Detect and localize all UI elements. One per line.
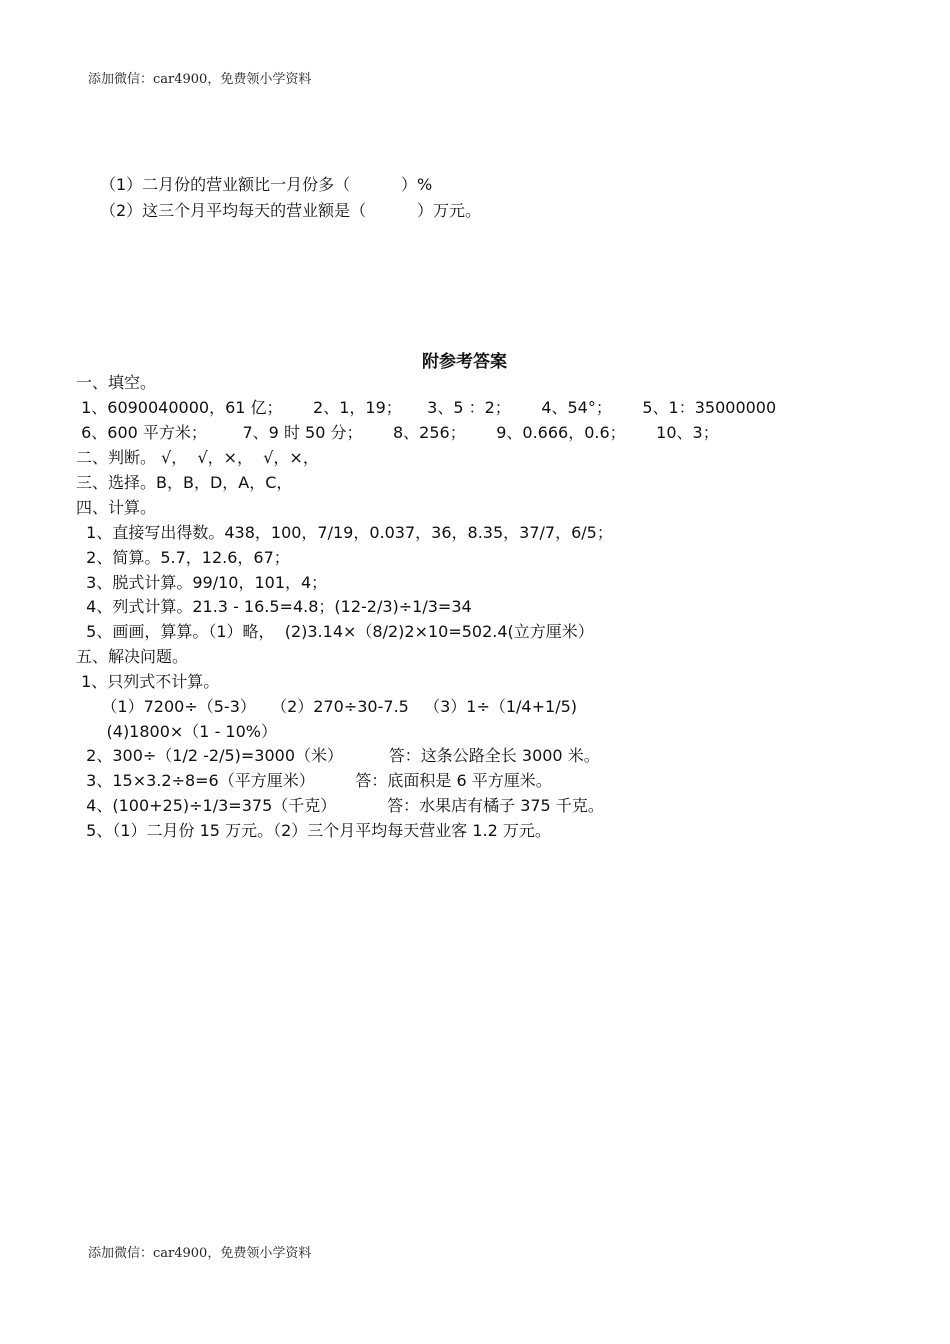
answer-line: 五、解决问题。 (76, 647, 189, 666)
answer-line: 5、画画，算算。（1）略， (2)3.14×（8/2)2×10=502.4(立方厘米） (76, 622, 594, 641)
answer-line: 三、选择。B，B，D，A，C， (76, 473, 293, 492)
answers-title: 附参考答案 (422, 352, 507, 372)
answer-line: 3、15×3.2÷8=6（平方厘米） 答：底面积是 6 平方厘米。 (76, 771, 552, 790)
answer-line: 6、600 平方米； 7、9 时 50 分； 8、256； 9、0.666，0.6； 10、3； (76, 423, 719, 442)
answer-line: 2、300÷（1/2 -2/5)=3000（米） 答：这条公路全长 3000 米。 (76, 746, 600, 765)
page-header: 添加微信：car4900，免费领小学资料 (88, 72, 312, 87)
answer-line: 1、直接写出得数。438，100，7/19，0.037，36，8.35，37/7，6/5； (76, 523, 613, 542)
answer-line: 四、计算。 (76, 498, 157, 517)
answer-line: 5、（1）二月份 15 万元。（2）三个月平均每天营业客 1.2 万元。 (76, 821, 551, 840)
answer-line: 3、脱式计算。99/10，101，4； (76, 573, 328, 592)
answer-line: 1、只列式不计算。 (76, 672, 220, 691)
answer-line: 二、判断。 √， √，×， √，×， (76, 448, 319, 467)
answer-line: 1、6090040000，61 亿； 2、1，19； 3、5 ：2； 4、54°； 5、1：35000000 (76, 398, 777, 417)
question-1: （1）二月份的营业额比一月份多（ ）% (100, 175, 433, 194)
answer-line: (4)1800×（1 - 10%） (76, 722, 277, 741)
answer-line: 4、列式计算。21.3 - 16.5=4.8；(12-2/3)÷1/3=34 (76, 597, 472, 616)
page-footer: 添加微信：car4900，免费领小学资料 (88, 1246, 312, 1261)
answer-line: （1）7200÷（5-3） （2）270÷30-7.5 （3）1÷（1/4+1/5) (76, 697, 578, 716)
answer-line: 2、简算。5.7，12.6，67； (76, 548, 290, 567)
answer-line: 4、(100+25)÷1/3=375（千克） 答：水果店有橘子 375 千克。 (76, 796, 604, 815)
answer-line: 一、填空。 (76, 373, 157, 392)
question-2: （2）这三个月平均每天的营业额是（ ）万元。 (100, 201, 482, 220)
